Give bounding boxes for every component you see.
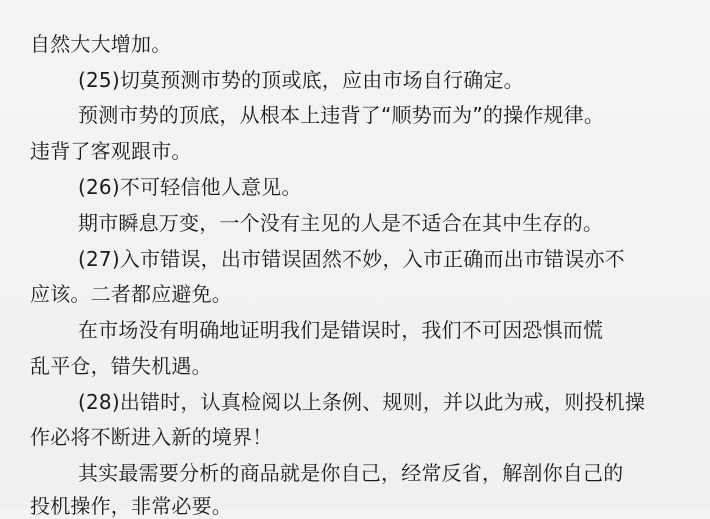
document-line-13: 其实最需要分析的商品就是你自己，经常反省，解剖你自己的 <box>78 461 624 485</box>
document-line-10: 乱平仓，错失机遇。 <box>30 354 212 378</box>
document-line-6: 期市瞬息万变，一个没有主见的人是不适合在其中生存的。 <box>78 211 604 235</box>
document-line-11: (28)出错时，认真检阅以上条例、规则，并以此为戒，则投机操 <box>78 390 646 414</box>
document-line-2: (25)切莫预测市势的顶或底，应由市场自行确定。 <box>78 68 524 92</box>
document-line-5: (26)不可轻信他人意见。 <box>78 175 302 199</box>
document-line-14: 投机操作，非常必要。 <box>30 494 232 518</box>
document-line-4: 违背了客观跟市。 <box>30 139 192 163</box>
document-line-1: 自然大大增加。 <box>30 32 172 56</box>
document-line-7: (27)入市错误，出市错误固然不妙，入市正确而出市错误亦不 <box>78 247 625 271</box>
document-line-3: 预测市势的顶底，从根本上违背了“顺势而为”的操作规律。 <box>78 103 605 127</box>
document-line-8: 应该。二者都应避免。 <box>30 282 232 306</box>
document-line-12: 作必将不断进入新的境界！ <box>30 425 273 449</box>
document-line-9: 在市场没有明确地证明我们是错误时，我们不可因恐惧而慌 <box>78 318 604 342</box>
